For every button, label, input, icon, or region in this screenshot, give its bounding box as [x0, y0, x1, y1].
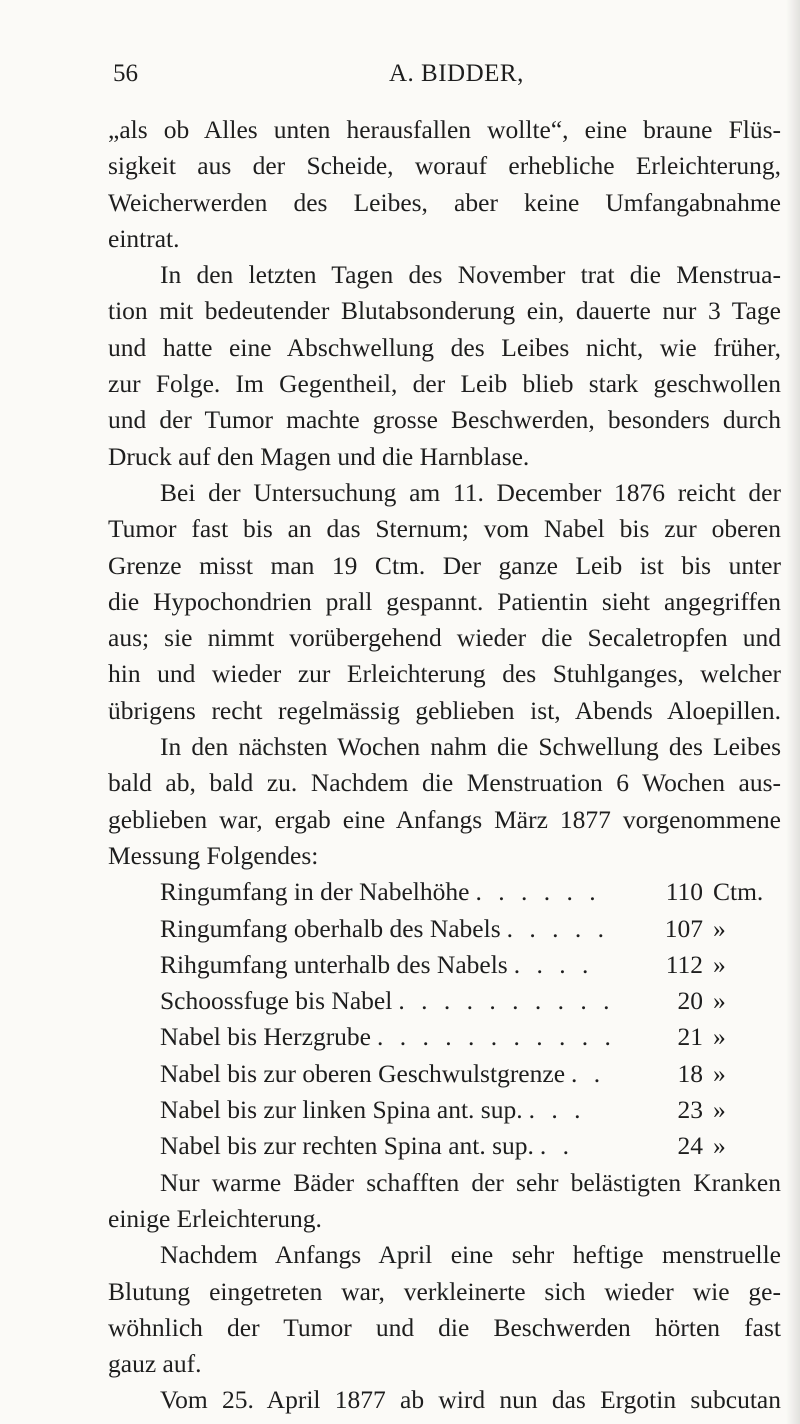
text-line: wöhnlich der Tumor und die Beschwerden hörten fast — [108, 1312, 781, 1342]
measurement-value: 112 — [665, 949, 703, 979]
page-header — [113, 60, 783, 100]
text-line: und der Tumor machte grosse Beschwerden, besonders durch — [108, 405, 781, 435]
measurement-unit: » — [713, 1022, 726, 1052]
measurement-unit: » — [713, 986, 726, 1016]
text-line: zur Folge. Im Gegentheil, der Leib blieb stark geschwollen — [108, 369, 781, 399]
text-line: sigkeit aus der Scheide, worauf erhebliche Erleichterung, — [108, 151, 781, 181]
text-line: Bei der Untersuchung am 11. December 1876 reicht der — [160, 477, 781, 507]
measurement-label: Nabel bis zur oberen Geschwulstgrenze — [160, 1058, 566, 1088]
text-line: Nur warme Bäder schafften der sehr belästigten Kranken — [160, 1167, 781, 1197]
measurement-label: Ringumfang in der Nabelhöhe — [160, 877, 470, 907]
paragraphs-after-table — [108, 1165, 781, 1419]
measurement-row — [108, 1128, 781, 1164]
measurement-label: Schoossfuge bis Nabel — [160, 986, 393, 1016]
text-line: Blutung eingetreten war, verkleinerte sich wieder wie ge- — [108, 1276, 781, 1306]
measurement-label: Rihgumfang unterhalb des Nabels — [160, 949, 508, 979]
leader-dots: . . . . . . . . . . — [398, 986, 615, 1016]
measurement-value: 107 — [664, 913, 703, 943]
measurement-row — [108, 1092, 781, 1128]
measurement-value: 23 — [677, 1095, 703, 1125]
measurement-unit: » — [713, 1058, 726, 1088]
measurement-label: Ringumfang oberhalb des Nabels — [160, 913, 501, 943]
text-line: bald ab, bald zu. Nachdem die Menstruation 6 Wochen aus- — [108, 768, 781, 798]
leader-dots: . . — [571, 1058, 606, 1088]
text-line: „als ob Alles unten herausfallen wollte“, eine braune Flüs- — [108, 115, 781, 144]
measurement-value: 20 — [677, 986, 703, 1016]
text-line: Messung Folgendes: — [108, 840, 319, 870]
measurement-row — [108, 983, 781, 1019]
text-line: Tumor fast bis an das Sternum; vom Nabel bis zur oberen — [108, 514, 781, 544]
leader-dots: . . . . . . . . . . . — [377, 1022, 616, 1052]
measurement-value: 21 — [677, 1022, 703, 1052]
measurement-label: Nabel bis Herzgrube — [160, 1022, 371, 1052]
text-line: Druck auf den Magen und die Harnblase. — [108, 441, 530, 471]
text-line: übrigens recht regelmässig geblieben ist, Abends Aloepillen. — [108, 695, 781, 725]
measurement-row — [108, 911, 781, 947]
leader-dots: . . . . — [513, 949, 594, 979]
measurement-row — [108, 874, 781, 910]
measurement-value: 110 — [665, 877, 703, 907]
text-line: In den nächsten Wochen nahm die Schwellung des Leibes — [160, 732, 781, 762]
page-edge-shadow — [786, 0, 800, 1424]
measurement-unit: » — [713, 1095, 726, 1125]
text-line: die Hypochondrien prall gespannt. Patientin sieht angegriffen — [108, 586, 781, 616]
text-line: Weicherwerden des Leibes, aber keine Umfangabnahme — [108, 187, 781, 217]
leader-dots: . . . . . — [506, 913, 610, 943]
text-line: Vom 25. April 1877 ab wird nun das Ergotin subcutan — [160, 1385, 781, 1415]
leader-dots: . . . — [528, 1095, 586, 1125]
measurement-unit: Ctm. — [713, 877, 764, 907]
text-line: geblieben war, ergab eine Anfangs März 1877 vorgenommene — [108, 804, 781, 834]
text-line: Grenze misst man 19 Ctm. Der ganze Leib ist bis unter — [108, 550, 781, 580]
running-head: A. BIDDER, — [389, 60, 524, 87]
text-line: tion mit bedeutender Blutabsonderung ein, dauerte nur 3 Tage — [108, 296, 781, 326]
leader-dots: . . — [539, 1131, 575, 1161]
measurement-row — [108, 1056, 781, 1092]
measurement-label: Nabel bis zur linken Spina ant. sup. — [160, 1095, 523, 1125]
text-line: eintrat. — [108, 223, 180, 253]
text-line: hin und wieder zur Erleichterung des Stuhlganges, welcher — [108, 659, 781, 689]
measurement-value: 18 — [677, 1058, 703, 1088]
text-line: gauz auf. — [108, 1349, 202, 1379]
measurement-label: Nabel bis zur rechten Spina ant. sup. — [160, 1131, 534, 1161]
paragraphs-before-table — [108, 112, 781, 874]
body-text — [108, 112, 781, 1419]
leader-dots: . . . . . . — [475, 877, 601, 907]
measurement-table — [108, 874, 781, 1164]
page-number: 56 — [113, 60, 138, 87]
text-line: einige Erleichterung. — [108, 1203, 322, 1233]
text-line: aus; sie nimmt vorübergehend wieder die Secaletropfen und — [108, 623, 781, 653]
measurement-unit: » — [713, 1131, 726, 1161]
measurement-value: 24 — [677, 1131, 703, 1161]
measurement-row — [108, 947, 781, 983]
text-line: Nachdem Anfangs April eine sehr heftige menstruelle — [160, 1240, 781, 1270]
text-line: und hatte eine Abschwellung des Leibes nicht, wie früher, — [108, 332, 781, 362]
measurement-unit: » — [713, 949, 726, 979]
measurement-row — [108, 1019, 781, 1055]
text-line: In den letzten Tagen des November trat die Menstrua- — [160, 260, 781, 290]
measurement-unit: » — [713, 913, 726, 943]
